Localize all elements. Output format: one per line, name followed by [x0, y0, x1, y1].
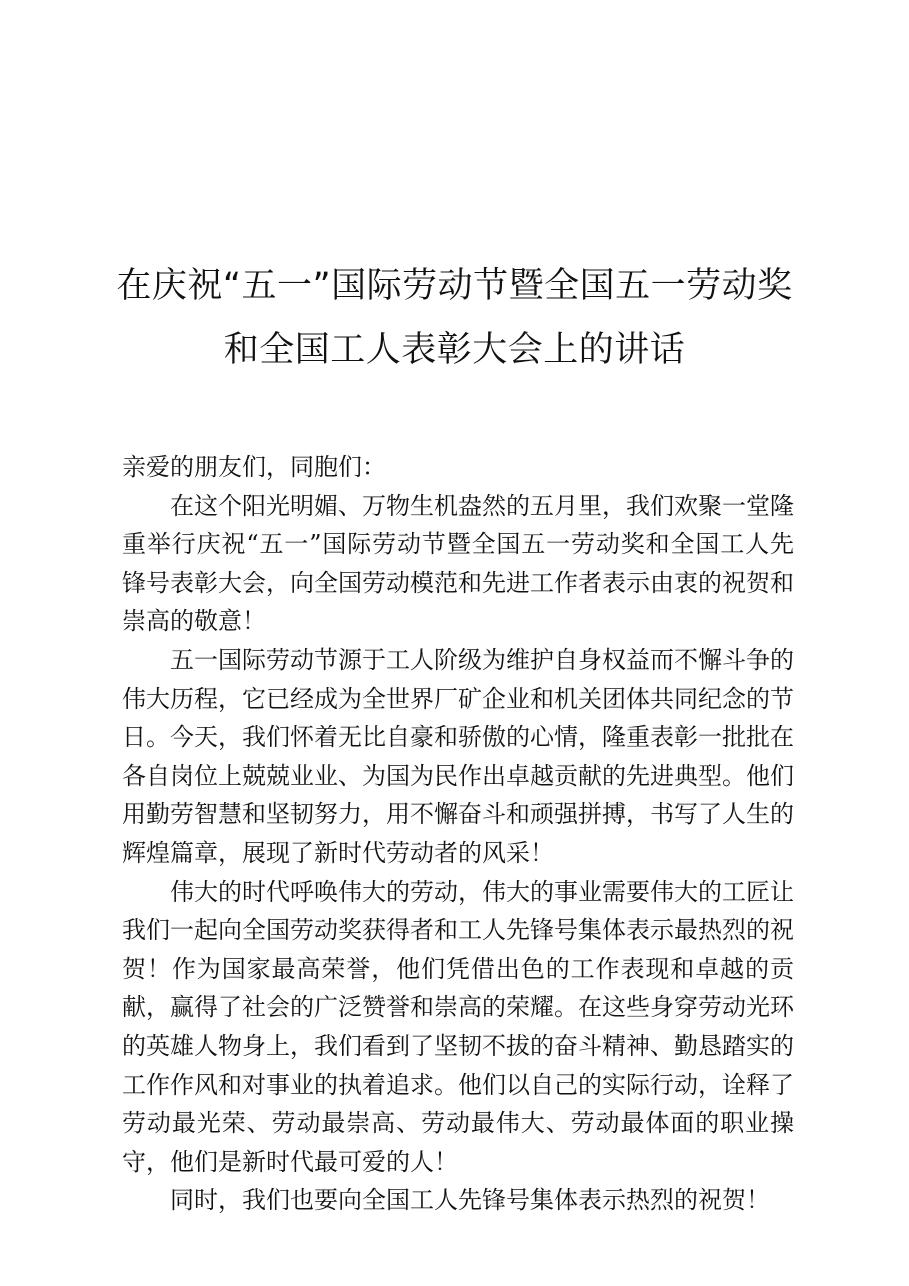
- title-line-2: 和全国工人表彰大会上的讲话: [223, 330, 686, 370]
- paragraph-4: 同时，我们也要向全国工人先锋号集体表示热烈的祝贺！: [170, 1186, 770, 1215]
- paragraph-1: 在这个阳光明媚、万物生机盎然的五月里，我们欢聚一堂隆重举行庆祝“五一”国际劳动节暨全国五一劳动奖和全国工人先锋号表彰大会，向全国劳动模范和先进工作者表示由衷的祝贺和崇高的敬意！: [122, 491, 794, 636]
- salutation: 亲爱的朋友们，同胞们：: [122, 453, 386, 481]
- paragraph-3: 伟大的时代呼唤伟大的劳动，伟大的事业需要伟大的工匠让我们一起向全国劳动奖获得者和工人先锋号集体表示最热烈的祝贺！作为国家最高荣誉，他们凭借出色的工作表现和卓越的贡献，赢得了社会的广泛赞誉和崇高的荣耀。在这些身穿劳动光环的英雄人物身上，我们看到了坚韧不拔的奋斗精神、勤恳踏实的工作作风和对事业的执着追求。他们以自己的实际行动，诠释了劳动最光荣、劳动最崇高、劳动最伟大、劳动最体面的职业操守，他们是新时代最可爱的人！: [122, 877, 794, 1176]
- speech-title: [0, 254, 909, 382]
- paragraph-2: 五一国际劳动节源于工人阶级为维护自身权益而不懈斗争的伟大历程，它已经成为全世界厂矿企业和机关团体共同纪念的节日。今天，我们怀着无比自豪和骄傲的心情，隆重表彰一批批在各自岗位上兢兢业业、为国为民作出卓越贡献的先进典型。他们用勤劳智慧和坚韧努力，用不懈奋斗和顽强拼搏，书写了人生的辉煌篇章，展现了新时代劳动者的风采！: [122, 645, 794, 867]
- speech-body: [122, 448, 794, 1220]
- title-line-1: 在庆祝“五一”国际劳动节暨全国五一劳动奖: [116, 266, 793, 306]
